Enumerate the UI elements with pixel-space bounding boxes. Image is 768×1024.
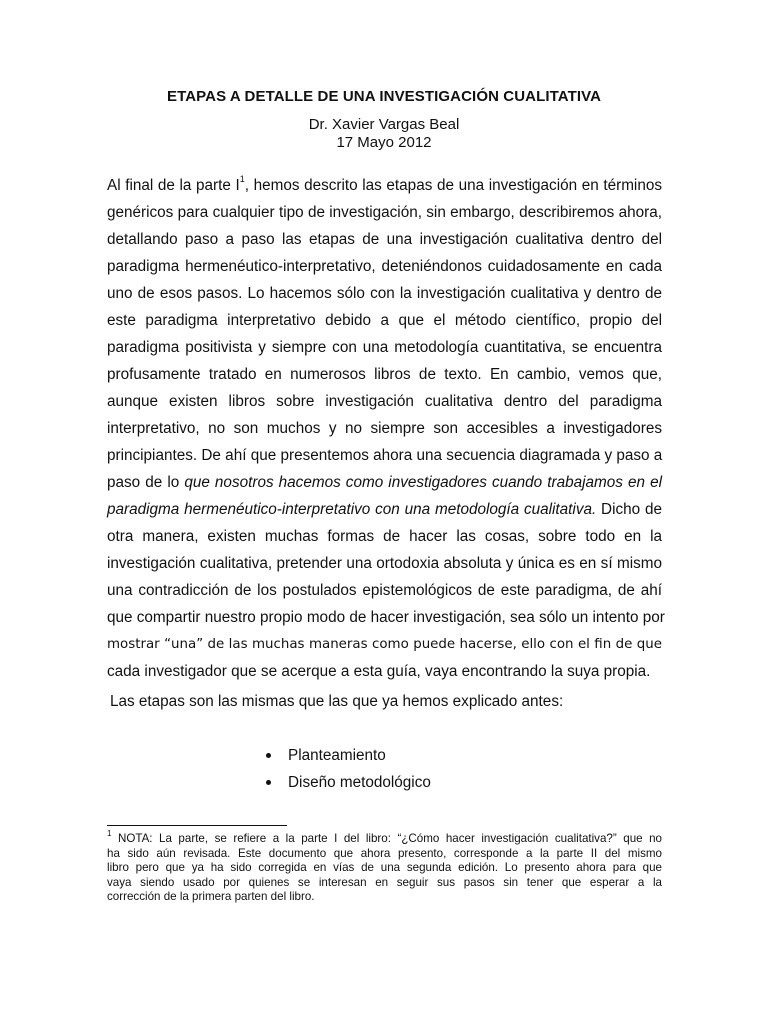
bullet-icon <box>266 753 271 758</box>
body-line: uno de esos pasos. Lo hacemos sólo con la investigación cualitativa y dentro de <box>107 285 662 302</box>
body-paragraph <box>107 172 665 685</box>
body-line <box>107 496 662 523</box>
footnote-line: libro pero que ya ha sido corregida en vías de una segunda edición. Lo presento ahora para que <box>107 861 662 874</box>
body-line: investigación cualitativa, pretender una ortodoxia absoluta y única es en sí mismo <box>107 555 662 572</box>
body-text: , hemos descrito las etapas de una investigación en términos <box>244 177 662 194</box>
body-line: este paradigma interpretativo debido a que el método científico, propio del <box>107 312 662 329</box>
body-line: aunque existen libros sobre investigación cualitativa dentro del paradigma <box>107 393 662 410</box>
list-item <box>262 773 431 800</box>
document-author: Dr. Xavier Vargas Beal <box>308 116 460 133</box>
document-title: ETAPAS A DETALLE DE UNA INVESTIGACIÓN CUALITATIVA <box>166 88 602 105</box>
body-line: profusamente tratado en numerosos libros de texto. En cambio, vemos que, <box>107 366 662 383</box>
bullet-icon <box>266 780 271 785</box>
list-item <box>262 746 431 773</box>
list-item-label: Planteamiento <box>288 747 386 764</box>
body-line: paradigma hermenéutico-interpretativo, deteniéndonos cuidadosamente en cada <box>107 258 662 275</box>
body-text: Al final de la parte I <box>107 177 240 194</box>
body-line: una contradicción de los postulados epistemológicos de este paradigma, de ahí <box>107 582 662 599</box>
body-line: paradigma positivista y siempre con una metodología cuantitativa, se encuentra <box>107 339 662 356</box>
body-line: cada investigador que se acerque a esta guía, vaya encontrando la suya propia. <box>107 663 651 680</box>
footnote <box>107 829 662 905</box>
footnote-line <box>107 829 662 847</box>
body-text: Dicho de <box>596 501 662 518</box>
body-line: genéricos para cualquier tipo de investigación, sin embargo, describiremos ahora, <box>107 204 662 221</box>
stages-intro: Las etapas son las mismas que las que ya hemos explicado antes: <box>110 693 564 710</box>
stages-list <box>262 746 431 800</box>
body-line: principiantes. De ahí que presentemos ahora una secuencia diagramada y paso a <box>107 447 663 464</box>
body-line: interpretativo, no son muchos y no siempre son accesibles a investigadores <box>107 420 662 437</box>
footnote-separator <box>107 825 287 826</box>
body-italic-text: que nosotros hacemos como investigadores cuando trabajamos en el <box>184 474 663 491</box>
body-line: mostrar “una” de las muchas maneras como puede hacerse, ello con el fin de que <box>107 637 662 652</box>
footnote-reference[interactable]: 1 <box>239 173 245 184</box>
footnote-line: vaya siendo usado por quienes se interesan en seguir sus pasos sin tener que esperar a la <box>107 875 662 889</box>
footnote-line: corrección de la primera parten del libro. <box>107 890 315 903</box>
footnote-text: NOTA: La parte, se refiere a la parte I del libro: “¿Cómo hacer investigación cualitativa?” que no <box>111 832 662 845</box>
body-italic-text: paradigma hermenéutico-interpretativo con una metodología cualitativa. <box>107 501 597 518</box>
body-line <box>107 469 662 496</box>
body-line <box>107 172 662 199</box>
body-line: detallando paso a paso las etapas de una investigación cualitativa dentro del <box>107 231 662 248</box>
footnote-line: ha sido aún revisada. Este documento que ahora presento, corresponde a la parte II del mismo <box>107 846 662 860</box>
footnote-marker: 1 <box>107 829 112 839</box>
body-line: otra manera, existen muchas formas de hacer las cosas, sobre todo en la <box>107 528 662 545</box>
document-date: 17 Mayo 2012 <box>336 134 432 151</box>
body-text: paso de lo <box>107 474 185 491</box>
list-item-label: Diseño metodológico <box>288 774 431 791</box>
body-line: que compartir nuestro propio modo de hacer investigación, sea sólo un intento por <box>107 609 665 626</box>
